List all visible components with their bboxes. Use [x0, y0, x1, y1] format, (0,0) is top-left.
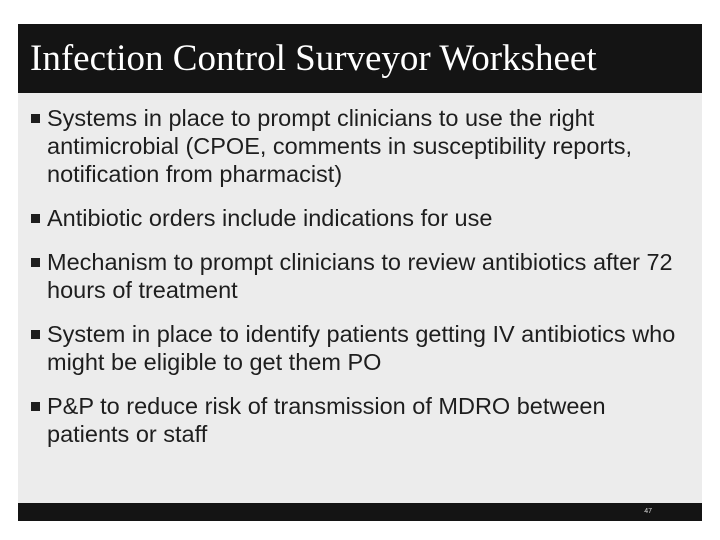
square-bullet-icon [31, 330, 40, 339]
square-bullet-icon [31, 214, 40, 223]
bullet-item [18, 320, 702, 376]
bullet-text: System in place to identify patients getting IV antibiotics who might be eligible to get them PO [47, 321, 676, 375]
page-number: 47 [644, 508, 652, 515]
bullet-item [18, 248, 702, 304]
bullet-text: P&P to reduce risk of transmission of MDRO between patients or staff [47, 393, 606, 447]
slide-title: Infection Control Surveyor Worksheet [30, 38, 597, 79]
bullet-text: Mechanism to prompt clinicians to review antibiotics after 72 hours of treatment [47, 249, 673, 303]
title-bar [18, 24, 702, 93]
bullet-item [18, 204, 702, 232]
bullet-item [18, 392, 702, 448]
footer-bar [18, 503, 702, 521]
bullet-item [18, 104, 702, 188]
slide [18, 24, 702, 521]
square-bullet-icon [31, 114, 40, 123]
bullet-text: Antibiotic orders include indications for use [47, 205, 493, 231]
bullet-list [18, 104, 702, 464]
bullet-text: Systems in place to prompt clinicians to use the right antimicrobial (CPOE, comments in susceptibility reports, notification from pharmacist) [47, 105, 633, 187]
square-bullet-icon [31, 258, 40, 267]
square-bullet-icon [31, 402, 40, 411]
